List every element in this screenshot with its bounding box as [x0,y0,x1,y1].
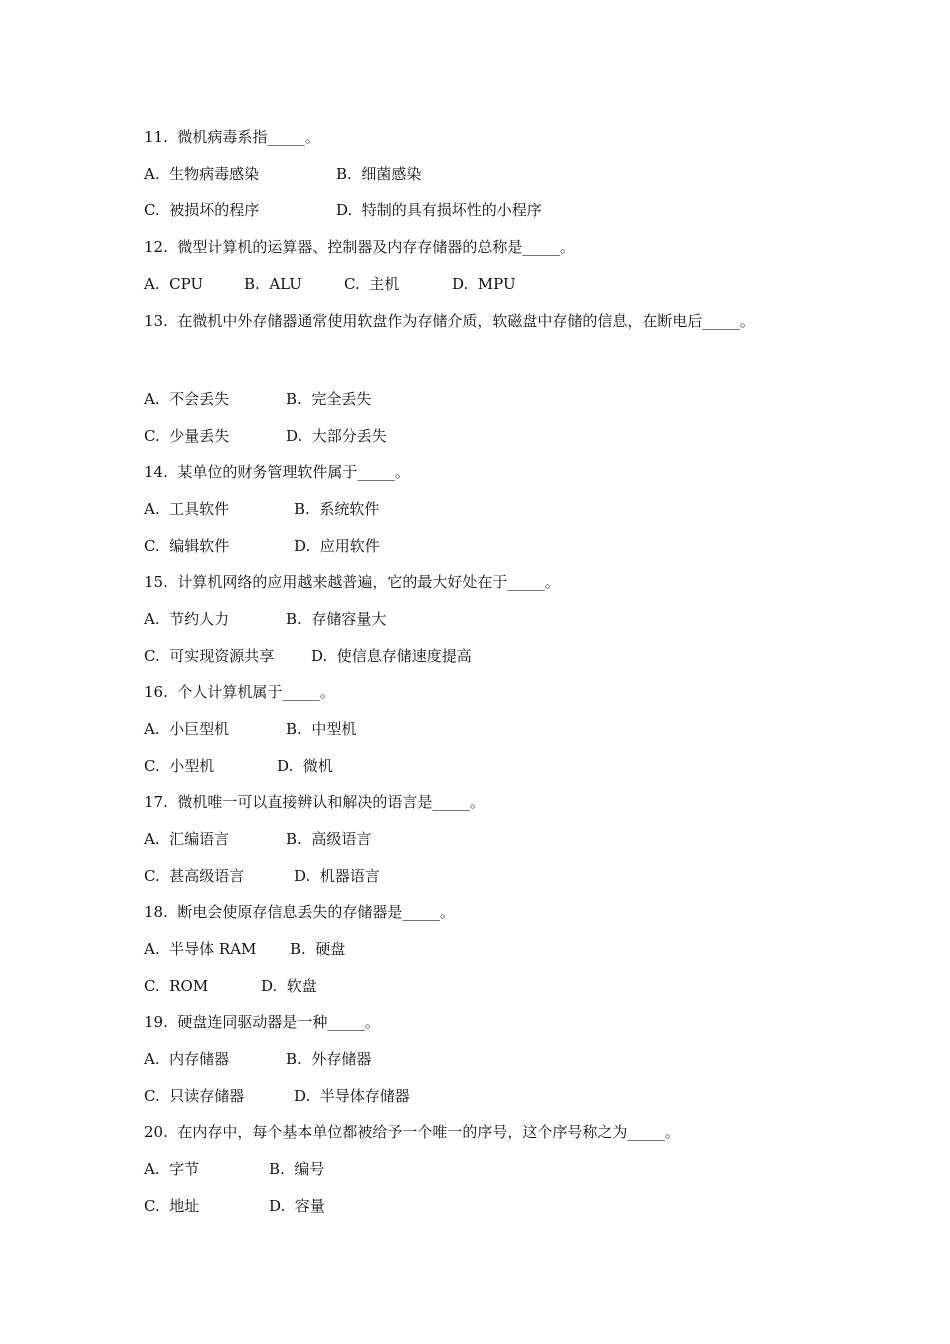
option-16-d: D. 微机 [277,757,333,775]
option-15-b: B. 存储容量大 [286,610,387,628]
option-18-b: B. 硬盘 [290,940,346,958]
option-18-d: D. 软盘 [261,977,317,995]
option-16-b: B. 中型机 [286,720,357,738]
option-17-c: C. 甚高级语言 [144,867,245,885]
option-19-c: C. 只读存储器 [144,1087,245,1105]
option-19-d: D. 半导体存储器 [294,1087,410,1105]
option-11-d: D. 特制的具有损坏性的小程序 [336,201,542,219]
option-19-b: B. 外存储器 [286,1050,372,1068]
question-stem-16: 16. 个人计算机属于_____。 [144,683,335,701]
option-17-b: B. 高级语言 [286,830,372,848]
option-19-a: A. 内存储器 [144,1050,230,1068]
option-18-a: A. 半导体 RAM [144,940,257,958]
question-stem-20: 20. 在内存中，每个基本单位都被给予一个唯一的序号，这个序号称之为_____。 [144,1123,680,1141]
option-18-c: C. ROM [144,977,209,995]
option-14-b: B. 系统软件 [294,500,380,518]
option-12-b: B. ALU [244,275,302,293]
question-stem-17: 17. 微机唯一可以直接辨认和解决的语言是_____。 [144,793,485,811]
option-13-a: A. 不会丢失 [144,390,230,408]
question-stem-19: 19. 硬盘连同驱动器是一种_____。 [144,1013,380,1031]
option-15-d: D. 使信息存储速度提高 [311,647,472,665]
option-14-c: C. 编辑软件 [144,537,230,555]
option-14-d: D. 应用软件 [294,537,380,555]
option-15-c: C. 可实现资源共享 [144,647,275,665]
option-12-a: A. CPU [144,275,204,293]
option-11-a: A. 生物病毒感染 [144,165,260,183]
question-stem-15: 15. 计算机网络的应用越来越普遍，它的最大好处在于_____。 [144,573,560,591]
option-12-d: D. MPU [452,275,516,293]
option-20-a: A. 字节 [144,1160,200,1178]
option-13-b: B. 完全丢失 [286,390,372,408]
option-17-d: D. 机器语言 [294,867,380,885]
question-stem-14: 14. 某单位的财务管理软件属于_____。 [144,463,410,481]
option-11-b: B. 细菌感染 [336,165,422,183]
option-11-c: C. 被损坏的程序 [144,201,260,219]
option-17-a: A. 汇编语言 [144,830,230,848]
option-20-c: C. 地址 [144,1197,200,1215]
option-13-d: D. 大部分丢失 [286,427,387,445]
option-12-c: C. 主机 [344,275,400,293]
option-14-a: A. 工具软件 [144,500,230,518]
option-15-a: A. 节约人力 [144,610,230,628]
question-stem-12: 12. 微型计算机的运算器、控制器及内存存储器的总称是_____。 [144,238,575,256]
option-20-b: B. 编号 [269,1160,325,1178]
option-16-c: C. 小型机 [144,757,215,775]
question-stem-13: 13. 在微机中外存储器通常使用软盘作为存储介质，软磁盘中存储的信息，在断电后_____。 [144,312,755,330]
question-stem-18: 18. 断电会使原存信息丢失的存储器是_____。 [144,903,455,921]
option-16-a: A. 小巨型机 [144,720,230,738]
option-20-d: D. 容量 [269,1197,325,1215]
question-stem-11: 11. 微机病毒系指_____。 [144,128,320,146]
option-13-c: C. 少量丢失 [144,427,230,445]
